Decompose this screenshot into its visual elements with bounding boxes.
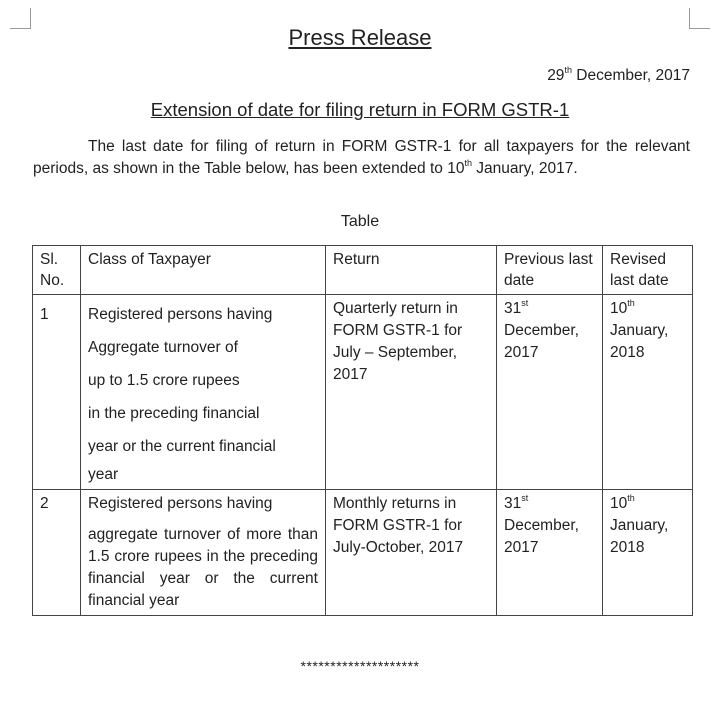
previous-day: 31 — [504, 300, 522, 317]
revised-day: 10 — [610, 300, 628, 317]
cell-class — [81, 295, 326, 490]
body-paragraph — [33, 136, 690, 180]
cell-return: Monthly returns in FORM GSTR-1 for July-October, 2017 — [326, 490, 497, 616]
revised-suffix: th — [627, 493, 635, 503]
end-marker: ******************** — [300, 658, 420, 674]
table-caption: Table — [340, 213, 380, 230]
cell-previous-date — [497, 490, 603, 616]
table-header-row — [33, 246, 693, 295]
table-row — [33, 295, 693, 490]
table-row — [33, 490, 693, 616]
paragraph-part1: The last date for filing of return in FORM GSTR-1 for all taxpayers for the relevant periods, as shown in the Table below, has been extended to 10 — [33, 138, 690, 177]
class-line: year — [88, 466, 119, 483]
previous-day: 31 — [504, 495, 522, 512]
document-subtitle: Extension of date for filing return in FORM GSTR-1 — [150, 99, 570, 120]
revised-rest: January, 2018 — [610, 322, 669, 361]
revised-rest: January, 2018 — [610, 517, 669, 556]
header-return: Return — [326, 246, 497, 295]
cell-revised-date — [603, 295, 693, 490]
paragraph-suffix: th — [464, 158, 472, 168]
class-line: Registered persons having — [88, 495, 273, 512]
cell-return: Quarterly return in FORM GSTR-1 for July – September, 2017 — [326, 295, 497, 490]
class-line: year or the current financial — [88, 438, 276, 455]
cell-previous-date — [497, 295, 603, 490]
previous-suffix: st — [521, 298, 529, 308]
release-date — [547, 67, 690, 85]
date-rest: December, 2017 — [571, 67, 690, 84]
paragraph-part2: January, 2017. — [471, 160, 578, 177]
extension-table — [32, 245, 693, 616]
header-sl-no: Sl. No. — [33, 246, 81, 295]
date-suffix: th — [564, 65, 572, 75]
previous-suffix: st — [521, 493, 529, 503]
header-previous-last-date: Previous last date — [497, 246, 603, 295]
class-line: Aggregate turnover of — [88, 339, 238, 356]
header-revised-last-date: Revised last date — [603, 246, 693, 295]
revised-day: 10 — [610, 495, 628, 512]
class-line: up to 1.5 crore rupees — [88, 372, 240, 389]
header-class-of-taxpayer: Class of Taxpayer — [81, 246, 326, 295]
previous-rest: December, 2017 — [504, 517, 579, 556]
class-line: Registered persons having — [88, 306, 273, 323]
cell-revised-date — [603, 490, 693, 616]
date-day: 29 — [547, 67, 565, 84]
cell-sl: 2 — [33, 490, 81, 616]
class-line: aggregate turnover of more than 1.5 crore rupees in the preceding financial year or the current financial year — [88, 526, 318, 609]
class-line: in the preceding financial — [88, 405, 260, 422]
document-title: Press Release — [288, 25, 432, 50]
revised-suffix: th — [627, 298, 635, 308]
previous-rest: December, 2017 — [504, 322, 579, 361]
cell-sl: 1 — [33, 295, 81, 490]
cell-class — [81, 490, 326, 616]
